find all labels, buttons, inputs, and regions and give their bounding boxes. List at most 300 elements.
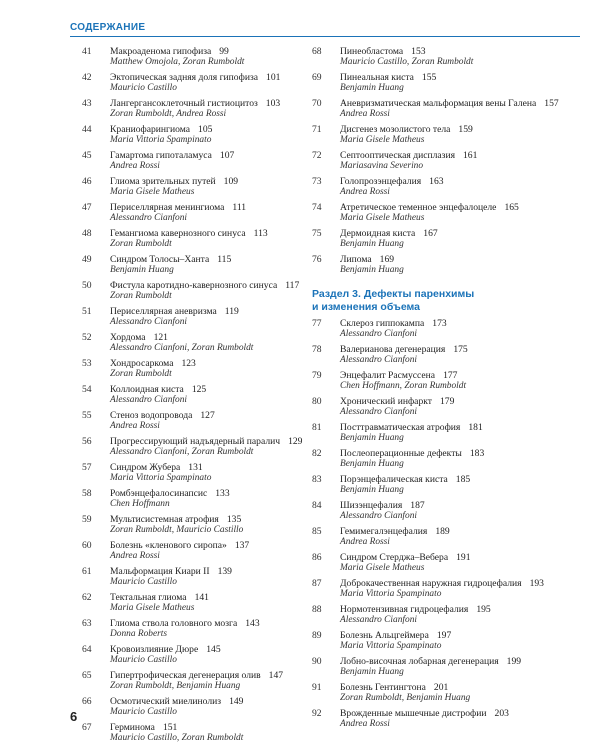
entry-body — [340, 228, 582, 250]
chapter-number: 66 — [82, 696, 92, 707]
authors: Maria Gisele Matheus — [110, 187, 195, 197]
title-line — [340, 124, 582, 135]
authors: Zoran Rumboldt, Benjamin Huang — [340, 693, 471, 703]
chapter-title: Кровоизлияние Дюре — [110, 644, 199, 655]
chapter-number: 57 — [82, 462, 92, 473]
toc-entry[interactable] — [312, 124, 582, 146]
page-ref: 139 — [217, 566, 232, 577]
chapter-number: 62 — [82, 592, 92, 603]
toc-entry[interactable] — [82, 72, 322, 94]
toc-entry[interactable] — [312, 630, 582, 652]
chapter-number: 71 — [312, 124, 322, 135]
chapter-title: Врожденные мышечные дистрофии — [340, 708, 487, 719]
entry-body — [340, 552, 582, 574]
page-ref: 121 — [153, 332, 168, 343]
title-line — [110, 488, 322, 499]
authors: Benjamin Huang — [340, 667, 404, 677]
title-line — [340, 228, 582, 239]
toc-entry[interactable] — [312, 448, 582, 470]
chapter-number: 68 — [312, 46, 322, 57]
entry-body — [110, 722, 322, 744]
authors: Donna Roberts — [110, 629, 168, 639]
page-ref: 115 — [217, 254, 232, 265]
chapter-title: Дисгенез мозолистого тела — [340, 124, 451, 135]
entry-body — [110, 488, 322, 510]
toc-entry[interactable] — [82, 540, 322, 562]
authors: Mauricio Castillo — [110, 577, 177, 587]
entry-body — [340, 448, 582, 470]
toc-entry[interactable] — [312, 72, 582, 94]
page-ref: 199 — [506, 656, 522, 667]
page-ref: 161 — [463, 150, 478, 161]
chapter-number: 74 — [312, 202, 322, 213]
title-line — [110, 98, 322, 109]
entry-body — [110, 670, 322, 692]
toc-entry[interactable] — [312, 422, 582, 444]
chapter-number: 65 — [82, 670, 92, 681]
chapter-title: Периселлярная аневризма — [110, 306, 217, 317]
authors: Benjamin Huang — [110, 265, 174, 275]
toc-entry[interactable] — [312, 228, 582, 250]
toc-entry[interactable] — [82, 696, 322, 718]
toc-entry[interactable] — [82, 670, 322, 692]
title-line — [110, 592, 322, 603]
chapter-title: Коллоидная киста — [110, 384, 184, 395]
page-ref: 141 — [194, 592, 209, 603]
page-ref: 153 — [411, 46, 426, 57]
chapter-number: 67 — [82, 722, 92, 733]
toc-header — [70, 22, 580, 37]
authors: Mauricio Castillo — [110, 83, 177, 93]
chapter-title: Синдром Жубера — [110, 462, 181, 473]
entry-body — [110, 696, 322, 718]
toc-entry[interactable] — [312, 98, 582, 120]
toc-entry[interactable] — [312, 552, 582, 574]
entry-body — [110, 644, 322, 666]
page-ref: 105 — [198, 124, 213, 135]
page-ref: 169 — [379, 254, 395, 265]
chapter-number: 64 — [82, 644, 92, 655]
chapter-title: Хондросаркома — [110, 358, 174, 369]
chapter-number: 45 — [82, 150, 92, 161]
chapter-title: Хронический инфаркт — [340, 396, 432, 407]
title-line — [110, 462, 322, 473]
page-ref: 123 — [181, 358, 196, 369]
entry-body — [110, 72, 322, 94]
chapter-title: Осмотический миелинолиз — [110, 696, 222, 707]
chapter-number: 79 — [312, 370, 322, 381]
entry-body — [110, 202, 322, 224]
chapter-title: Тектальная глиома — [110, 592, 187, 603]
chapter-number: 53 — [82, 358, 92, 369]
title-line — [110, 514, 322, 525]
toc-title: СОДЕРЖАНИЕ — [70, 22, 146, 33]
entry-body — [340, 72, 582, 94]
authors: Zoran Rumboldt — [110, 369, 172, 379]
chapter-title: Энцефалит Расмуссена — [340, 370, 436, 381]
title-line — [110, 644, 322, 655]
chapter-title: Мультисистемная атрофия — [110, 514, 219, 525]
chapter-number: 92 — [312, 708, 322, 719]
entry-body — [110, 280, 322, 302]
chapter-number: 42 — [82, 72, 92, 83]
title-line — [340, 604, 582, 615]
title-line — [340, 656, 582, 667]
page-ref: 125 — [191, 384, 207, 395]
page-ref: 133 — [215, 488, 230, 499]
entry-body — [340, 202, 582, 224]
title-line — [110, 46, 322, 57]
chapter-title: Дермоидная киста — [340, 228, 416, 239]
chapter-number: 88 — [312, 604, 322, 615]
chapter-number: 41 — [82, 46, 92, 57]
title-line — [340, 176, 582, 187]
toc-entry[interactable] — [312, 150, 582, 172]
chapter-title: Липома — [340, 254, 372, 265]
toc-entry[interactable] — [82, 722, 322, 744]
toc-entry[interactable] — [82, 514, 322, 536]
chapter-number: 59 — [82, 514, 92, 525]
page-ref: 131 — [188, 462, 203, 473]
chapter-title: Порэнцефалическая киста — [340, 474, 448, 485]
title-line — [110, 332, 322, 343]
entry-body — [340, 474, 582, 496]
toc-entry[interactable] — [312, 46, 582, 68]
toc-entry[interactable] — [82, 332, 322, 354]
title-line — [110, 358, 322, 369]
authors: Alessandro Cianfoni — [110, 317, 187, 327]
toc-entry[interactable] — [82, 306, 322, 328]
chapter-title: Пинеальная киста — [340, 72, 414, 83]
chapter-title: Валерианова дегенерация — [340, 344, 446, 355]
title-line — [340, 202, 582, 213]
page-ref: 203 — [494, 708, 509, 719]
entry-body — [340, 422, 582, 444]
toc-entry[interactable] — [82, 228, 322, 250]
entry-body — [110, 306, 322, 328]
toc-entry[interactable] — [82, 592, 322, 614]
chapter-number: 85 — [312, 526, 322, 537]
title-line — [110, 618, 322, 629]
title-line — [110, 228, 322, 239]
chapter-title: Гипертрофическая дегенерация олив — [110, 670, 261, 681]
entry-body — [340, 176, 582, 198]
title-line — [110, 670, 322, 681]
page-ref: 149 — [229, 696, 244, 707]
chapter-number: 81 — [312, 422, 322, 433]
chapter-number: 78 — [312, 344, 322, 355]
entry-body — [110, 384, 322, 406]
chapter-title: Доброкачественная наружная гидроцефалия — [340, 578, 522, 589]
chapter-title: Голопрозэнцефалия — [340, 176, 422, 187]
toc-entry[interactable] — [82, 280, 322, 302]
chapter-number: 44 — [82, 124, 92, 135]
page-ref: 147 — [268, 670, 284, 681]
title-line — [110, 280, 322, 291]
chapter-number: 54 — [82, 384, 92, 395]
toc-entry[interactable] — [312, 474, 582, 496]
entry-body — [340, 578, 582, 600]
toc-entry[interactable] — [82, 202, 322, 224]
title-line — [340, 526, 582, 537]
toc-entry[interactable] — [82, 436, 322, 458]
toc-entry[interactable] — [312, 176, 582, 198]
authors: Maria Vittoria Spampinato — [340, 589, 442, 599]
chapter-number: 61 — [82, 566, 92, 577]
chapter-title: Макроаденома гипофиза — [110, 46, 212, 57]
chapter-title: Хордома — [110, 332, 146, 343]
chapter-title: Фистула каротидно-кавернозного синуса — [110, 280, 278, 291]
authors: Mauricio Castillo — [110, 707, 177, 717]
authors: Zoran Rumboldt, Mauricio Castillo — [110, 525, 244, 535]
page-ref: 117 — [285, 280, 300, 291]
authors: Maria Vittoria Spampinato — [340, 641, 442, 651]
title-line — [340, 370, 582, 381]
chapter-title: Стеноз водопровода — [110, 410, 193, 421]
toc-entry[interactable] — [312, 344, 582, 366]
toc-entry[interactable] — [82, 488, 322, 510]
entry-body — [110, 254, 322, 276]
authors: Mauricio Castillo — [110, 655, 177, 665]
entry-body — [340, 682, 582, 704]
page-ref: 157 — [544, 98, 559, 109]
chapter-number: 83 — [312, 474, 322, 485]
toc-entry[interactable] — [82, 98, 322, 120]
entry-body — [340, 656, 582, 678]
entry-body — [110, 98, 322, 120]
page-ref: 193 — [529, 578, 544, 589]
page-ref: 195 — [476, 604, 491, 615]
toc-entry[interactable] — [312, 500, 582, 522]
toc-entry[interactable] — [312, 656, 582, 678]
title-line — [340, 422, 582, 433]
entry-body — [110, 618, 322, 640]
page-ref: 127 — [200, 410, 215, 421]
entry-body — [110, 176, 322, 198]
toc-entry[interactable] — [82, 566, 322, 588]
page-ref: 101 — [266, 72, 281, 83]
page-number: 6 — [70, 709, 78, 724]
authors: Alessandro Cianfoni — [340, 615, 417, 625]
chapter-number: 73 — [312, 176, 322, 187]
toc-entry[interactable] — [82, 254, 322, 276]
toc-entry[interactable] — [82, 384, 322, 406]
chapter-number: 49 — [82, 254, 92, 265]
entry-body — [110, 436, 322, 458]
authors: Alessandro Cianfoni — [340, 511, 417, 521]
entry-body — [340, 344, 582, 366]
title-line — [110, 722, 322, 733]
page-ref: 187 — [410, 500, 425, 511]
authors: Maria Gisele Matheus — [340, 213, 425, 223]
chapter-title: Аневризматическая мальформация вены Галена — [340, 98, 537, 109]
authors: Mauricio Castillo, Zoran Rumboldt — [340, 57, 474, 67]
toc-entry[interactable] — [82, 618, 322, 640]
toc-entry[interactable] — [82, 150, 322, 172]
title-line — [340, 500, 582, 511]
page-ref: 163 — [429, 176, 444, 187]
toc-entry[interactable] — [82, 176, 322, 198]
entry-body — [110, 592, 322, 614]
page-ref: 175 — [453, 344, 468, 355]
authors: Zoran Rumboldt — [110, 239, 172, 249]
authors: Alessandro Cianfoni, Zoran Rumboldt — [110, 343, 254, 353]
title-line — [340, 708, 582, 719]
authors: Alessandro Cianfoni — [340, 355, 417, 365]
chapter-number: 87 — [312, 578, 322, 589]
page-ref: 185 — [455, 474, 471, 485]
authors: Benjamin Huang — [340, 265, 404, 275]
entry-body — [110, 410, 322, 432]
authors: Zoran Rumboldt, Benjamin Huang — [110, 681, 241, 691]
chapter-number: 46 — [82, 176, 92, 187]
section-heading-line1: Раздел 3. Дефекты паренхимы — [312, 288, 475, 300]
page-ref: 189 — [435, 526, 450, 537]
page-ref: 111 — [232, 202, 247, 213]
toc-entry[interactable] — [82, 410, 322, 432]
toc-entry[interactable] — [312, 682, 582, 704]
chapter-title: Послеоперационные дефекты — [340, 448, 462, 459]
chapter-title: Прогрессирующий надъядерный паралич — [110, 436, 281, 447]
chapter-number: 70 — [312, 98, 322, 109]
chapter-number: 90 — [312, 656, 322, 667]
page-ref: 159 — [458, 124, 473, 135]
page-ref: 113 — [253, 228, 268, 239]
page-ref: 151 — [162, 722, 178, 733]
title-line — [340, 552, 582, 563]
authors: Mariasavina Severino — [340, 161, 424, 171]
page-ref: 155 — [421, 72, 437, 83]
page-ref: 143 — [245, 618, 260, 629]
page-ref: 119 — [224, 306, 239, 317]
authors: Andrea Rossi — [340, 537, 390, 547]
title-line — [110, 410, 322, 421]
toc-entry[interactable] — [312, 254, 582, 276]
title-line — [110, 202, 322, 213]
chapter-title: Синдром Толоcы–Ханта — [110, 254, 210, 265]
chapter-title: Шизэнцефалия — [340, 500, 403, 511]
authors: Chen Hoffmann — [110, 499, 170, 509]
title-line — [340, 474, 582, 485]
title-line — [110, 150, 322, 161]
entry-body — [340, 318, 582, 340]
chapter-number: 50 — [82, 280, 92, 291]
title-line — [110, 436, 322, 447]
chapter-number: 43 — [82, 98, 92, 109]
title-line — [340, 254, 582, 265]
page-ref: 135 — [226, 514, 242, 525]
entry-body — [110, 124, 322, 146]
toc-entry[interactable] — [312, 708, 582, 730]
authors: Maria Gisele Matheus — [110, 603, 195, 613]
chapter-number: 82 — [312, 448, 322, 459]
authors: Zoran Rumboldt, Andrea Rossi — [110, 109, 227, 119]
toc-entry[interactable] — [312, 526, 582, 548]
toc-entry[interactable] — [82, 124, 322, 146]
toc-entry[interactable] — [312, 318, 582, 340]
page-ref: 197 — [436, 630, 452, 641]
chapter-number: 47 — [82, 202, 92, 213]
toc-entry[interactable] — [312, 370, 582, 392]
authors: Maria Gisele Matheus — [340, 563, 425, 573]
page-ref: 183 — [469, 448, 485, 459]
chapter-number: 58 — [82, 488, 92, 499]
authors: Andrea Rossi — [110, 421, 160, 431]
page-ref: 167 — [423, 228, 438, 239]
chapter-number: 56 — [82, 436, 92, 447]
section-heading-line2: и изменения объема — [312, 301, 420, 313]
authors: Andrea Rossi — [110, 161, 160, 171]
toc-entry[interactable] — [82, 462, 322, 484]
authors: Andrea Rossi — [340, 719, 390, 729]
chapter-number: 63 — [82, 618, 92, 629]
toc-entry[interactable] — [312, 578, 582, 600]
page-ref: 129 — [288, 436, 303, 447]
page-ref: 179 — [439, 396, 455, 407]
page-ref: 201 — [433, 682, 449, 693]
chapter-title: Мальформация Киари II — [110, 566, 210, 577]
authors: Maria Vittoria Spampinato — [110, 135, 212, 145]
authors: Maria Gisele Matheus — [340, 135, 425, 145]
title-line — [340, 682, 582, 693]
toc-entry[interactable] — [312, 396, 582, 418]
title-line — [110, 540, 322, 551]
toc-entry[interactable] — [82, 358, 322, 380]
authors: Matthew Omojola, Zoran Rumboldt — [110, 57, 245, 67]
toc-entry[interactable] — [82, 644, 322, 666]
chapter-number: 75 — [312, 228, 322, 239]
authors: Benjamin Huang — [340, 433, 404, 443]
title-line — [340, 578, 582, 589]
chapter-number: 86 — [312, 552, 322, 563]
authors: Chen Hoffmann, Zoran Rumboldt — [340, 381, 467, 391]
chapter-number: 84 — [312, 500, 322, 511]
entry-body — [340, 46, 582, 68]
chapter-number: 80 — [312, 396, 322, 407]
chapter-title: Глиома зрительных путей — [110, 176, 216, 187]
chapter-title: Болезнь Альцгеймера — [340, 630, 429, 641]
title-line — [110, 566, 322, 577]
toc-entry[interactable] — [312, 202, 582, 224]
entry-body — [110, 228, 322, 250]
chapter-title: Болезнь «кленового сиропа» — [110, 540, 227, 551]
chapter-title: Лангергансоклеточный гистиоцитоз — [110, 98, 258, 109]
authors: Alessandro Cianfoni — [340, 329, 417, 339]
chapter-title: Нормотензивная гидроцефалия — [340, 604, 469, 615]
chapter-title: Краниофарингиома — [110, 124, 191, 135]
entry-body — [110, 332, 322, 354]
chapter-title: Периселлярная менингиома — [110, 202, 225, 213]
chapter-number: 91 — [312, 682, 322, 693]
authors: Andrea Rossi — [110, 551, 160, 561]
toc-column-left — [82, 46, 322, 748]
toc-entry[interactable] — [312, 604, 582, 626]
entry-body — [340, 708, 582, 730]
entry-body — [110, 462, 322, 484]
page-ref: 99 — [219, 46, 229, 57]
entry-body — [340, 124, 582, 146]
page-ref: 173 — [432, 318, 447, 329]
page-ref: 137 — [234, 540, 250, 551]
chapter-title: Гамартома гипоталамуса — [110, 150, 212, 161]
entry-body — [110, 46, 322, 68]
chapter-title: Эктопическая задняя доля гипофиза — [110, 72, 259, 83]
page-ref: 107 — [219, 150, 235, 161]
toc-entry[interactable] — [82, 46, 322, 68]
authors: Maria Vittoria Spampinato — [110, 473, 212, 483]
toc-list-section3 — [312, 318, 582, 730]
title-line — [110, 124, 322, 135]
